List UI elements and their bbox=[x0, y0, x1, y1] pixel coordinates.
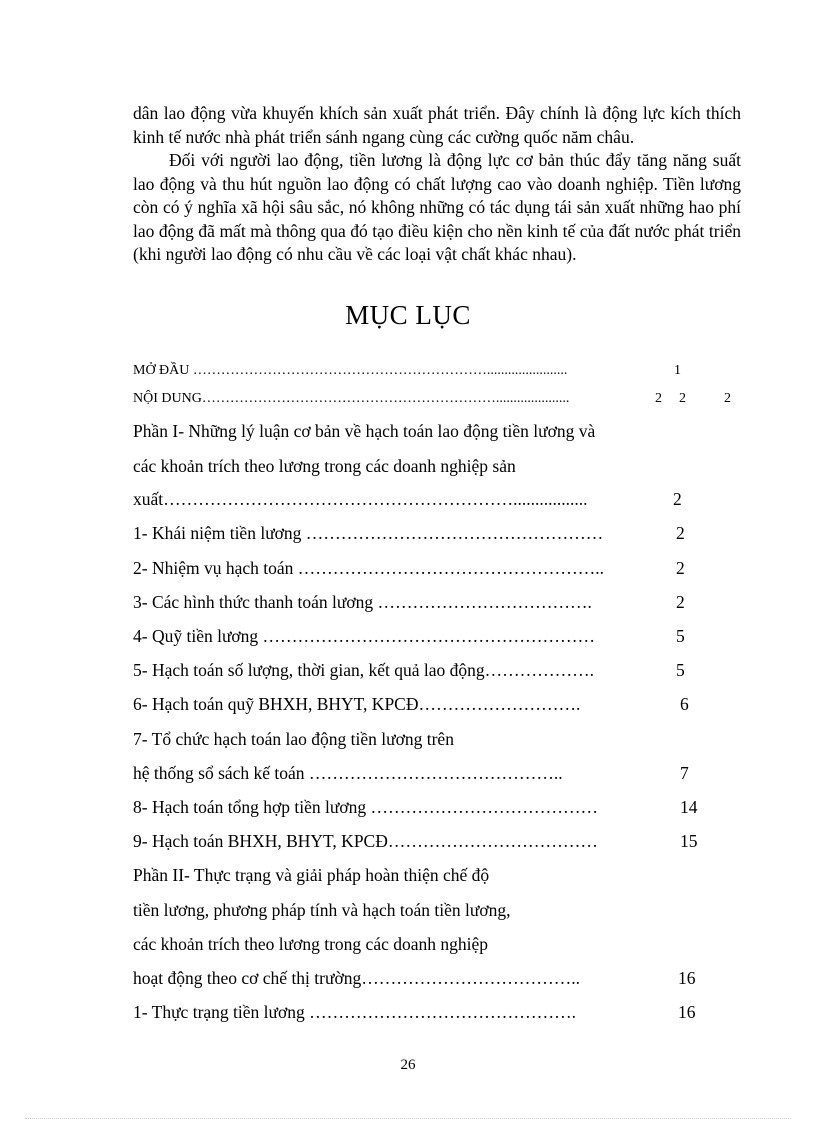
intro-paragraph-2: Đối với người lao động, tiền lương là động lực cơ bản thúc đẩy tăng năng suất lao động và thu hút nguồn lao động có chất lượng cao vào doanh nghiệp. Tiền lương còn có ý nghĩa xã hội sâu sắc, nó không những có tác dụng tái sản xuất những hao phí lao động đã mất mà thông qua đó tạo điều kiện cho nền kinh tế của đất nước phát triển (khi người lao động có nhu cầu về các loại vật chất khác nhau). bbox=[133, 150, 741, 264]
toc-item-1[interactable]: 1- Khái niệm tiền lương …………………………………………… bbox=[133, 523, 604, 543]
toc-item-7-line-2[interactable]: hệ thống sổ sách kế toán …………………………………….. bbox=[133, 763, 563, 783]
toc-page-number: 7 bbox=[680, 763, 689, 783]
toc-page-number: 15 bbox=[680, 831, 698, 851]
toc-page-number: 2 bbox=[673, 489, 682, 509]
toc-page-number: 5 bbox=[676, 626, 685, 646]
toc-item-8[interactable]: 8- Hạch toán tổng hợp tiền lương ………………………………… bbox=[133, 797, 598, 817]
toc-part-1-line-2[interactable]: các khoản trích theo lương trong các doanh nghiệp sản bbox=[133, 456, 516, 476]
toc-entry-mo-dau[interactable] bbox=[133, 363, 567, 379]
toc-page-number: 2 bbox=[676, 523, 685, 543]
toc-part-2-line-1[interactable]: Phần II- Thực trạng và giải pháp hoàn thiện chế độ bbox=[133, 865, 490, 885]
toc-part-1-line-1[interactable]: Phần I- Những lý luận cơ bản về hạch toán lao động tiền lương và bbox=[133, 421, 596, 441]
toc-item-9[interactable]: 9- Hạch toán BHXH, BHYT, KPCĐ……………………………… bbox=[133, 831, 598, 851]
toc-item-2[interactable]: 2- Nhiệm vụ hạch toán …………………………………………….. bbox=[133, 558, 604, 578]
intro-paragraph-1: dân lao động vừa khuyến khích sản xuất phát triển. Đây chính là động lực kích thích kinh tế nước nhà phát triển sánh ngang cùng các cường quốc năm châu. bbox=[133, 103, 741, 147]
toc-entry-noi-dung[interactable] bbox=[133, 391, 569, 407]
toc-part-2-line-2[interactable]: tiền lương, phương pháp tính và hạch toán tiền lương, bbox=[133, 900, 511, 920]
toc-page-number: 2 bbox=[724, 391, 731, 406]
toc-part-2-line-4[interactable]: hoạt động theo cơ chế thị trường……………………………….. bbox=[133, 968, 580, 988]
toc-page-number: 2 bbox=[679, 391, 686, 406]
toc-part-1-line-3[interactable]: xuất……………………………………………………................. bbox=[133, 489, 588, 509]
toc-item-6[interactable]: 6- Hạch toán quỹ BHXH, BHYT, KPCĐ………………………. bbox=[133, 694, 581, 714]
toc-item-5[interactable]: 5- Hạch toán số lượng, thời gian, kết quả lao động………………. bbox=[133, 660, 595, 680]
toc-page-number: 2 bbox=[676, 558, 685, 578]
toc-page-number: 16 bbox=[678, 1002, 696, 1022]
toc-page-number: 2 bbox=[655, 391, 662, 406]
toc-title: MỤC LỤC bbox=[345, 300, 471, 330]
toc-page-number: 1 bbox=[674, 363, 681, 378]
bottom-divider bbox=[25, 1118, 791, 1119]
toc-item-thuc-trang[interactable]: 1- Thực trạng tiền lương ………………………………………. bbox=[133, 1002, 577, 1022]
toc-entry-label: MỞ ĐẦU ………………………………………………………....................... bbox=[133, 363, 568, 378]
toc-entry-label: NỘI DUNG………………………………………………………..................... bbox=[133, 391, 570, 406]
toc-page-number: 14 bbox=[680, 797, 698, 817]
toc-page-number: 2 bbox=[676, 592, 685, 612]
toc-page-number: 16 bbox=[678, 968, 696, 988]
toc-item-7-line-1[interactable]: 7- Tổ chức hạch toán lao động tiền lương trên bbox=[133, 729, 454, 749]
toc-part-2-line-3[interactable]: các khoản trích theo lương trong các doanh nghiệp bbox=[133, 934, 489, 954]
toc-item-3[interactable]: 3- Các hình thức thanh toán lương ………………………………. bbox=[133, 592, 592, 612]
toc-page-number: 6 bbox=[680, 694, 689, 714]
toc-page-number: 5 bbox=[676, 660, 685, 680]
toc-item-4[interactable]: 4- Quỹ tiền lương ………………………………………………… bbox=[133, 626, 596, 646]
page-number-footer: 26 bbox=[400, 1057, 416, 1073]
